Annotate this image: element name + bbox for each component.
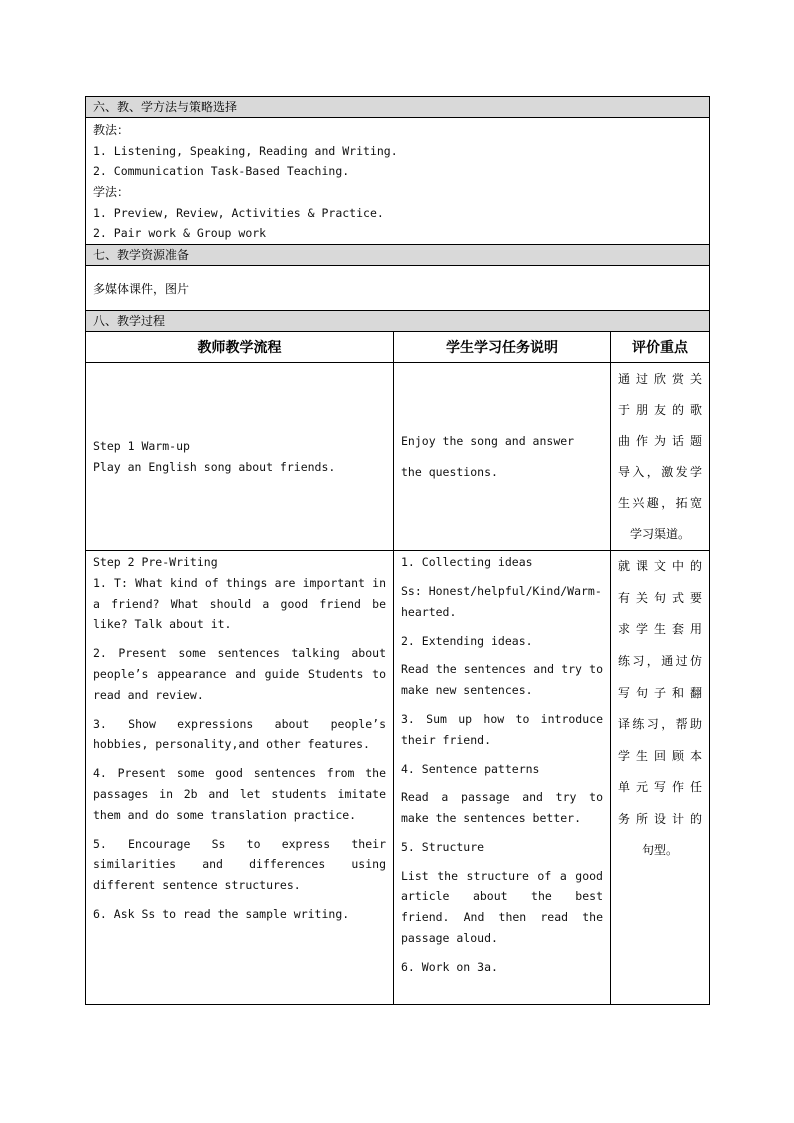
step2-teacher-item: 1. T: What kind of things are important in a friend? What should a good friend be like? Talk about it.: [93, 575, 386, 632]
step2-student-cell: [394, 551, 611, 1005]
step2-teacher-item: 4. Present some good sentences from the passages in 2b and let students imitate them and do some translation practice.: [93, 766, 386, 822]
step1-student-cell: [394, 363, 611, 551]
step2-student-item: Read the sentences and try to make new sentences.: [401, 662, 603, 698]
evaluation-line: 有关句式要: [618, 590, 703, 605]
step1-student-line: Enjoy the song and answer: [401, 433, 575, 448]
step1-student-line: the questions.: [401, 464, 498, 479]
learn-method-label: 学法：: [93, 185, 130, 200]
step2-teacher-item: 5. Encourage Ss to express their similarities and differences using different sentence structures.: [93, 836, 386, 893]
evaluation-line: 生兴趣，拓宽: [618, 496, 703, 511]
step2-title: Step 2 Pre-Writing: [93, 555, 218, 570]
step2-student-item: 6. Work on 3a.: [401, 959, 498, 974]
evaluation-line: 练习，通过仿: [618, 653, 703, 668]
step2-student-item: 3. Sum up how to introduce their friend.: [401, 711, 603, 747]
lesson-plan-table: [85, 96, 709, 1005]
step2-student-item: Ss: Honest/helpful/Kind/Warm-hearted.: [401, 583, 602, 619]
section6-heading: 六、教、学方法与策略选择: [86, 97, 710, 118]
column-header-student: 学生学习任务说明: [394, 332, 611, 363]
step2-student-item: 5. Structure: [401, 839, 485, 854]
learn-item: 2. Pair work & Group work: [93, 226, 267, 241]
step2-evaluation-cell: [611, 551, 710, 1005]
step2-teacher-item: 6. Ask Ss to read the sample writing.: [93, 906, 350, 921]
section7-heading: 七、教学资源准备: [86, 245, 710, 266]
section8-heading: 八、教学过程: [86, 311, 710, 332]
learn-item: 1. Preview, Review, Activities & Practice.: [93, 205, 384, 220]
teach-item: 1. Listening, Speaking, Reading and Writing.: [93, 143, 398, 158]
evaluation-line: 务所设计的: [618, 811, 703, 826]
step2-student-item: 2. Extending ideas.: [401, 633, 533, 648]
evaluation-line: 译练习，帮助: [618, 717, 703, 732]
table-row: [86, 363, 710, 551]
column-header-teacher: 教师教学流程: [86, 332, 394, 363]
teach-method-label: 教法：: [93, 123, 130, 137]
evaluation-line: 于朋友的歌: [618, 403, 703, 418]
table-row: [86, 551, 710, 1005]
step2-student-item: 1. Collecting ideas: [401, 555, 533, 570]
evaluation-line: 曲作为话题: [618, 434, 703, 449]
step2-student-item: Read a passage and try to make the sentences better.: [401, 790, 603, 826]
step1-teacher-text: Play an English song about friends.: [93, 459, 336, 474]
evaluation-line: 就课文中的: [618, 559, 703, 574]
step1-evaluation-cell: [611, 363, 710, 551]
evaluation-line: 学生回顾本: [618, 748, 703, 763]
evaluation-line: 导入，激发学: [618, 465, 703, 480]
step1-title: Step 1 Warm-up: [93, 438, 190, 453]
evaluation-line: 求学生套用: [618, 622, 703, 637]
column-header-evaluation: 评价重点: [611, 332, 710, 363]
evaluation-line: 单元写作任: [618, 780, 703, 795]
step2-teacher-item: 2. Present some sentences talking about people’s appearance and guide Students to read and review.: [93, 646, 386, 702]
evaluation-line: 写句子和翻: [618, 685, 703, 700]
evaluation-line: 通过欣赏关: [618, 372, 703, 387]
step1-teacher-cell: [86, 363, 394, 551]
step2-teacher-cell: [86, 551, 394, 1005]
step2-student-item: List the structure of a good article about the best friend. And then read the passage aloud.: [401, 868, 603, 946]
teach-item: 2. Communication Task-Based Teaching.: [93, 164, 350, 179]
evaluation-line: 学习渠道。: [630, 527, 691, 542]
evaluation-line: 句型。: [642, 843, 679, 858]
step2-student-item: 4. Sentence patterns: [401, 761, 540, 776]
resources-content: 多媒体课件，图片: [86, 266, 710, 311]
section6-content: [86, 118, 710, 245]
step2-teacher-item: 3. Show expressions about people’s hobbies, personality,and other features.: [93, 716, 386, 752]
